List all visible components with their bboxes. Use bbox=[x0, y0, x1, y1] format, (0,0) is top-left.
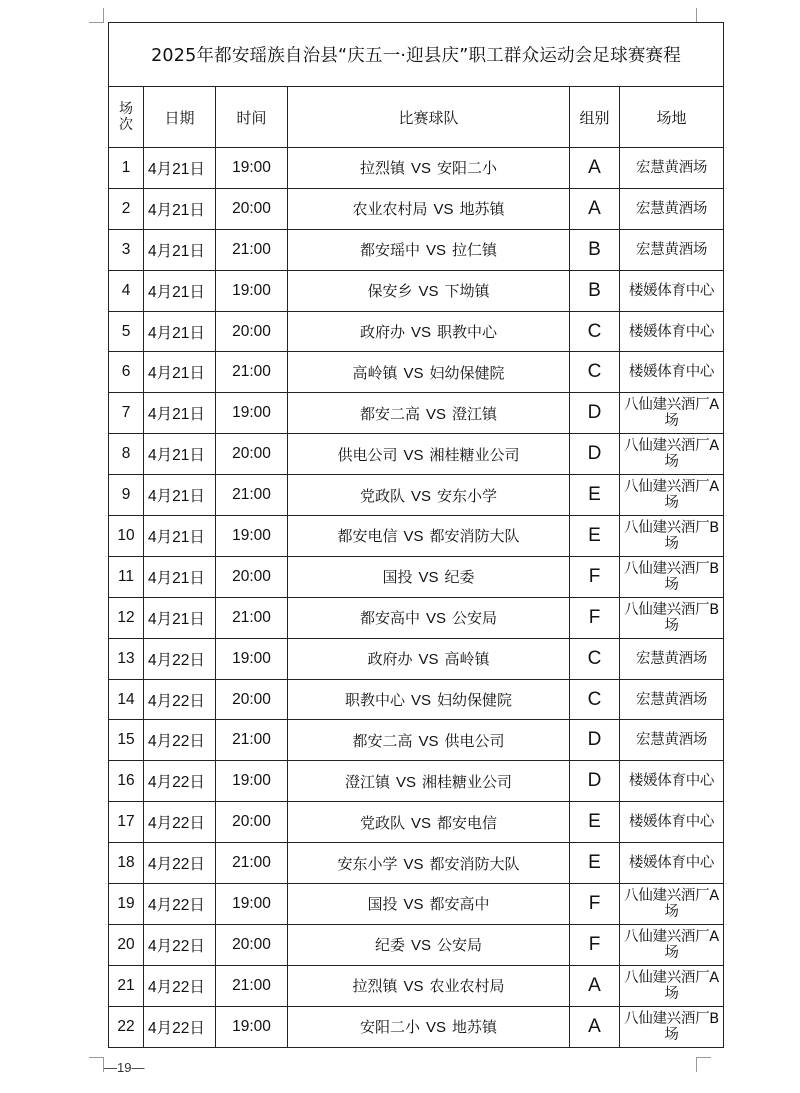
match-venue: 八仙建兴酒厂A场 bbox=[620, 434, 724, 475]
match-group: A bbox=[570, 1006, 620, 1047]
table-row bbox=[109, 475, 724, 516]
match-teams bbox=[288, 556, 570, 597]
match-group: E bbox=[570, 843, 620, 884]
match-no: 12 bbox=[109, 597, 144, 638]
away-team: 供电公司 bbox=[444, 731, 505, 750]
match-venue: 八仙建兴酒厂A场 bbox=[620, 475, 724, 516]
match-teams bbox=[288, 843, 570, 884]
match-time: 21:00 bbox=[216, 965, 288, 1006]
table-row bbox=[109, 556, 724, 597]
header-group: 组别 bbox=[570, 87, 620, 148]
match-teams bbox=[288, 311, 570, 352]
crop-mark-bottom-right bbox=[696, 1057, 711, 1072]
away-team: 职教中心 bbox=[437, 323, 498, 341]
match-teams bbox=[288, 229, 570, 270]
table-row bbox=[109, 352, 724, 393]
table-row bbox=[109, 638, 724, 679]
match-date: 4月22日 bbox=[144, 802, 216, 843]
vs-label: VS bbox=[410, 937, 431, 955]
match-no: 14 bbox=[109, 679, 144, 720]
match-time: 21:00 bbox=[216, 720, 288, 761]
match-time: 20:00 bbox=[216, 679, 288, 720]
away-team: 下坳镇 bbox=[444, 282, 490, 301]
away-team: 安阳二小 bbox=[437, 159, 498, 178]
match-time: 20:00 bbox=[216, 924, 288, 965]
match-venue: 八仙建兴酒厂B场 bbox=[620, 516, 724, 557]
match-venue: 楼媛体育中心 bbox=[620, 311, 724, 352]
match-time: 19:00 bbox=[216, 884, 288, 925]
match-time: 20:00 bbox=[216, 556, 288, 597]
away-team: 妇幼保健院 bbox=[429, 363, 505, 382]
match-time: 19:00 bbox=[216, 638, 288, 679]
table-row bbox=[109, 924, 724, 965]
vs-label: VS bbox=[425, 405, 446, 423]
match-time: 21:00 bbox=[216, 229, 288, 270]
match-date: 4月21日 bbox=[144, 434, 216, 475]
match-venue: 八仙建兴酒厂A场 bbox=[620, 393, 724, 434]
table-row bbox=[109, 1006, 724, 1047]
vs-label: VS bbox=[418, 651, 439, 669]
match-venue: 宏慧黄酒场 bbox=[620, 720, 724, 761]
match-date: 4月21日 bbox=[144, 475, 216, 516]
match-no: 16 bbox=[109, 761, 144, 802]
home-team: 都安二高 bbox=[359, 404, 420, 423]
match-venue: 宏慧黄酒场 bbox=[620, 679, 724, 720]
match-no: 17 bbox=[109, 802, 144, 843]
home-team: 纪委 bbox=[374, 936, 405, 955]
match-group: E bbox=[570, 802, 620, 843]
match-date: 4月22日 bbox=[144, 924, 216, 965]
match-group: C bbox=[570, 311, 620, 352]
match-time: 21:00 bbox=[216, 597, 288, 638]
vs-label: VS bbox=[418, 732, 439, 750]
match-date: 4月21日 bbox=[144, 597, 216, 638]
match-teams bbox=[288, 761, 570, 802]
table-row bbox=[109, 720, 724, 761]
table-row bbox=[109, 393, 724, 434]
match-no: 21 bbox=[109, 965, 144, 1006]
match-no: 4 bbox=[109, 270, 144, 311]
match-no: 9 bbox=[109, 475, 144, 516]
vs-label: VS bbox=[410, 692, 431, 710]
match-no: 2 bbox=[109, 188, 144, 229]
match-venue: 八仙建兴酒厂B场 bbox=[620, 1006, 724, 1047]
match-group: F bbox=[570, 597, 620, 638]
match-group: D bbox=[570, 761, 620, 802]
away-team: 拉仁镇 bbox=[452, 241, 498, 260]
match-venue: 楼媛体育中心 bbox=[620, 761, 724, 802]
match-venue: 宏慧黄酒场 bbox=[620, 148, 724, 189]
vs-label: VS bbox=[403, 896, 424, 914]
away-team: 湘桂糖业公司 bbox=[429, 445, 520, 464]
match-teams bbox=[288, 1006, 570, 1047]
match-time: 19:00 bbox=[216, 148, 288, 189]
match-teams bbox=[288, 679, 570, 720]
vs-label: VS bbox=[425, 1019, 446, 1037]
match-time: 19:00 bbox=[216, 270, 288, 311]
match-teams bbox=[288, 188, 570, 229]
match-time: 20:00 bbox=[216, 434, 288, 475]
match-venue: 八仙建兴酒厂A场 bbox=[620, 884, 724, 925]
vs-label: VS bbox=[403, 855, 424, 873]
match-time: 19:00 bbox=[216, 516, 288, 557]
header-match-no: 场 次 bbox=[109, 87, 144, 148]
home-team: 农业农村局 bbox=[352, 200, 428, 219]
table-row bbox=[109, 843, 724, 884]
match-no: 5 bbox=[109, 311, 144, 352]
match-date: 4月21日 bbox=[144, 270, 216, 311]
schedule-table bbox=[108, 22, 724, 1048]
away-team: 地苏镇 bbox=[452, 1018, 498, 1037]
home-team: 澄江镇 bbox=[344, 772, 390, 791]
home-team: 高岭镇 bbox=[352, 363, 398, 382]
match-time: 21:00 bbox=[216, 475, 288, 516]
vs-label: VS bbox=[410, 160, 431, 178]
home-team: 政府办 bbox=[359, 323, 405, 341]
home-team: 都安瑶中 bbox=[359, 241, 420, 260]
match-venue: 八仙建兴酒厂B场 bbox=[620, 597, 724, 638]
match-time: 20:00 bbox=[216, 311, 288, 352]
vs-label: VS bbox=[410, 324, 431, 341]
match-date: 4月21日 bbox=[144, 516, 216, 557]
match-venue: 楼媛体育中心 bbox=[620, 270, 724, 311]
match-no: 8 bbox=[109, 434, 144, 475]
home-team: 都安二高 bbox=[352, 731, 413, 750]
table-row bbox=[109, 884, 724, 925]
match-date: 4月21日 bbox=[144, 352, 216, 393]
match-venue: 楼媛体育中心 bbox=[620, 802, 724, 843]
match-teams bbox=[288, 516, 570, 557]
match-date: 4月22日 bbox=[144, 843, 216, 884]
crop-mark-bottom-left bbox=[89, 1057, 104, 1072]
crop-mark-top-right bbox=[696, 8, 711, 23]
match-teams bbox=[288, 434, 570, 475]
match-group: A bbox=[570, 188, 620, 229]
match-time: 19:00 bbox=[216, 761, 288, 802]
table-row bbox=[109, 270, 724, 311]
match-no: 10 bbox=[109, 516, 144, 557]
away-team: 公安局 bbox=[452, 609, 498, 628]
match-venue: 楼媛体育中心 bbox=[620, 843, 724, 884]
match-no: 13 bbox=[109, 638, 144, 679]
match-teams bbox=[288, 924, 570, 965]
vs-label: VS bbox=[403, 446, 424, 464]
match-teams bbox=[288, 270, 570, 311]
match-group: E bbox=[570, 475, 620, 516]
match-teams bbox=[288, 393, 570, 434]
match-group: B bbox=[570, 270, 620, 311]
away-team: 地苏镇 bbox=[459, 200, 505, 219]
away-team: 都安高中 bbox=[429, 895, 490, 914]
table-row bbox=[109, 188, 724, 229]
vs-label: VS bbox=[433, 201, 454, 219]
away-team: 公安局 bbox=[437, 936, 483, 955]
match-venue: 宏慧黄酒场 bbox=[620, 188, 724, 229]
vs-label: VS bbox=[395, 773, 416, 791]
match-teams bbox=[288, 148, 570, 189]
match-no: 20 bbox=[109, 924, 144, 965]
home-team: 安阳二小 bbox=[359, 1018, 420, 1037]
home-team: 都安电信 bbox=[337, 527, 398, 546]
match-group: D bbox=[570, 434, 620, 475]
match-date: 4月22日 bbox=[144, 720, 216, 761]
match-time: 21:00 bbox=[216, 843, 288, 884]
match-teams bbox=[288, 475, 570, 516]
match-date: 4月21日 bbox=[144, 188, 216, 229]
home-team: 都安高中 bbox=[359, 609, 420, 628]
table-row bbox=[109, 761, 724, 802]
match-teams bbox=[288, 720, 570, 761]
match-teams bbox=[288, 638, 570, 679]
away-team: 安东小学 bbox=[437, 486, 498, 505]
header-time: 时间 bbox=[216, 87, 288, 148]
match-group: F bbox=[570, 884, 620, 925]
table-row bbox=[109, 434, 724, 475]
match-no: 15 bbox=[109, 720, 144, 761]
page-number: —19— bbox=[104, 1060, 145, 1075]
table-row bbox=[109, 148, 724, 189]
away-team: 农业农村局 bbox=[429, 977, 505, 996]
match-time: 21:00 bbox=[216, 352, 288, 393]
table-row bbox=[109, 802, 724, 843]
match-venue: 八仙建兴酒厂B场 bbox=[620, 556, 724, 597]
vs-label: VS bbox=[403, 364, 424, 382]
match-no: 1 bbox=[109, 148, 144, 189]
match-venue: 八仙建兴酒厂A场 bbox=[620, 924, 724, 965]
match-teams bbox=[288, 352, 570, 393]
match-teams bbox=[288, 884, 570, 925]
vs-label: VS bbox=[425, 610, 446, 628]
match-date: 4月22日 bbox=[144, 884, 216, 925]
home-team: 安东小学 bbox=[337, 854, 398, 873]
vs-label: VS bbox=[403, 528, 424, 546]
match-time: 19:00 bbox=[216, 1006, 288, 1047]
vs-label: VS bbox=[418, 569, 439, 587]
header-venue: 场地 bbox=[620, 87, 724, 148]
match-no: 19 bbox=[109, 884, 144, 925]
match-group: F bbox=[570, 924, 620, 965]
home-team: 国投 bbox=[382, 568, 413, 587]
header-teams: 比赛球队 bbox=[288, 87, 570, 148]
home-team: 职教中心 bbox=[344, 691, 405, 710]
away-team: 纪委 bbox=[444, 568, 475, 587]
home-team: 拉烈镇 bbox=[352, 977, 398, 996]
match-date: 4月22日 bbox=[144, 638, 216, 679]
match-date: 4月22日 bbox=[144, 965, 216, 1006]
match-teams bbox=[288, 597, 570, 638]
match-venue: 八仙建兴酒厂A场 bbox=[620, 965, 724, 1006]
match-venue: 宏慧黄酒场 bbox=[620, 229, 724, 270]
match-date: 4月22日 bbox=[144, 761, 216, 802]
home-team: 拉烈镇 bbox=[359, 159, 405, 178]
table-row bbox=[109, 516, 724, 557]
match-no: 18 bbox=[109, 843, 144, 884]
match-no: 6 bbox=[109, 352, 144, 393]
away-team: 湘桂糖业公司 bbox=[422, 772, 513, 791]
match-teams bbox=[288, 802, 570, 843]
match-date: 4月21日 bbox=[144, 393, 216, 434]
away-team: 妇幼保健院 bbox=[437, 691, 513, 710]
match-date: 4月21日 bbox=[144, 311, 216, 352]
crop-mark-top-left bbox=[89, 8, 104, 23]
match-group: A bbox=[570, 965, 620, 1006]
home-team: 国投 bbox=[367, 895, 398, 914]
home-team: 供电公司 bbox=[337, 445, 398, 464]
match-time: 20:00 bbox=[216, 188, 288, 229]
match-no: 11 bbox=[109, 556, 144, 597]
vs-label: VS bbox=[418, 283, 439, 301]
away-team: 都安消防大队 bbox=[429, 527, 520, 546]
match-date: 4月21日 bbox=[144, 148, 216, 189]
match-no: 22 bbox=[109, 1006, 144, 1047]
header-date: 日期 bbox=[144, 87, 216, 148]
away-team: 高岭镇 bbox=[444, 650, 490, 669]
match-group: C bbox=[570, 679, 620, 720]
vs-label: VS bbox=[410, 487, 431, 505]
match-no: 7 bbox=[109, 393, 144, 434]
match-group: B bbox=[570, 229, 620, 270]
match-group: A bbox=[570, 148, 620, 189]
match-no: 3 bbox=[109, 229, 144, 270]
match-teams bbox=[288, 965, 570, 1006]
match-group: C bbox=[570, 638, 620, 679]
table-row bbox=[109, 679, 724, 720]
match-group: E bbox=[570, 516, 620, 557]
away-team: 都安电信 bbox=[437, 813, 498, 832]
match-date: 4月21日 bbox=[144, 556, 216, 597]
vs-label: VS bbox=[410, 814, 431, 832]
vs-label: VS bbox=[425, 242, 446, 260]
home-team: 党政队 bbox=[359, 813, 405, 832]
away-team: 澄江镇 bbox=[452, 404, 498, 423]
match-group: F bbox=[570, 556, 620, 597]
match-date: 4月22日 bbox=[144, 679, 216, 720]
table-row bbox=[109, 229, 724, 270]
match-venue: 宏慧黄酒场 bbox=[620, 638, 724, 679]
match-time: 19:00 bbox=[216, 393, 288, 434]
table-row bbox=[109, 597, 724, 638]
header-row bbox=[109, 87, 724, 148]
home-team: 政府办 bbox=[367, 650, 413, 669]
match-venue: 楼媛体育中心 bbox=[620, 352, 724, 393]
match-group: C bbox=[570, 352, 620, 393]
away-team: 都安消防大队 bbox=[429, 854, 520, 873]
match-group: D bbox=[570, 720, 620, 761]
match-date: 4月22日 bbox=[144, 1006, 216, 1047]
home-team: 党政队 bbox=[359, 486, 405, 505]
table-row bbox=[109, 311, 724, 352]
page-title: 2025年都安瑶族自治县“庆五一·迎县庆”职工群众运动会足球赛赛程 bbox=[109, 23, 724, 87]
match-time: 20:00 bbox=[216, 802, 288, 843]
match-date: 4月21日 bbox=[144, 229, 216, 270]
vs-label: VS bbox=[403, 978, 424, 996]
match-group: D bbox=[570, 393, 620, 434]
table-row bbox=[109, 965, 724, 1006]
home-team: 保安乡 bbox=[367, 282, 413, 301]
